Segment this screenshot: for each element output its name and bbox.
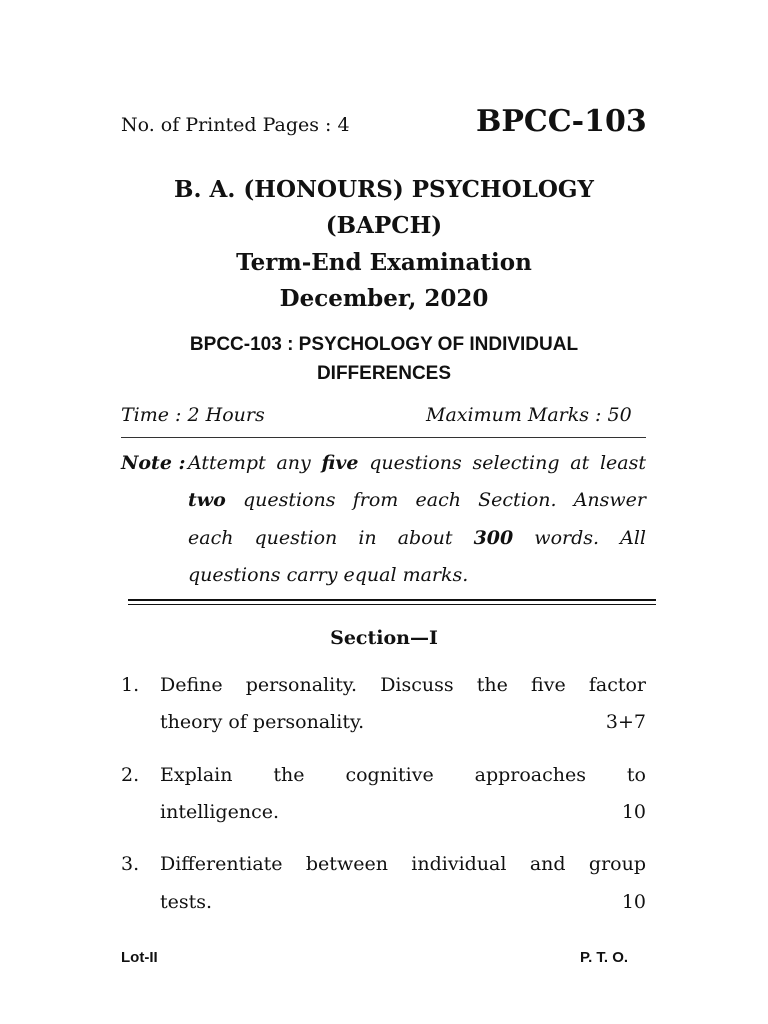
question-text-line2 (160, 711, 646, 733)
note-line-4: questions carry equal marks. (188, 564, 469, 586)
maximum-marks: Maximum Marks : 50 (426, 404, 632, 426)
question-marks: 3+7 (605, 711, 646, 733)
question-text: intelligence. (160, 801, 279, 823)
note-emphasis-300: 300 (473, 527, 514, 549)
question-text-line2 (160, 891, 646, 913)
question-number: 1. (121, 674, 140, 696)
programme-abbreviation: (BAPCH) (325, 212, 443, 239)
question-text-line2 (160, 801, 646, 823)
section-heading: Section—I (330, 627, 438, 649)
note-text: questions from each Section. Answer (225, 489, 646, 511)
note-text: questions selecting at least (358, 452, 647, 474)
question-text-line1: Explain the cognitive approaches to (160, 764, 646, 786)
lot-label: Lot-II (121, 949, 158, 966)
note-line-2 (188, 489, 646, 511)
exam-date: December, 2020 (279, 285, 489, 312)
note-line-1 (188, 452, 646, 474)
note-text: each question in about (188, 527, 474, 549)
question-text: theory of personality. (160, 711, 365, 733)
divider-line (121, 437, 646, 438)
time-allowed: Time : 2 Hours (121, 404, 265, 426)
question-text-line1: Define personality. Discuss the five factor (160, 674, 646, 696)
double-rule-bottom (128, 604, 656, 605)
course-code: BPCC-103 (476, 104, 647, 139)
subject-title (120, 330, 648, 388)
question-text-line1: Differentiate between individual and group (160, 853, 646, 875)
note-text: Attempt any (188, 452, 322, 474)
question-marks: 10 (621, 891, 646, 913)
note-line-3 (188, 527, 646, 549)
exam-title: Term-End Examination (236, 249, 532, 276)
note-label: Note : (121, 452, 186, 474)
double-rule-top (128, 599, 656, 601)
question-number: 2. (121, 764, 140, 786)
question-text: tests. (160, 891, 213, 913)
note-emphasis-five: five (321, 452, 359, 474)
programme-title: B. A. (HONOURS) PSYCHOLOGY (174, 176, 594, 203)
note-text: words. All (513, 527, 646, 549)
note-emphasis-two: two (188, 489, 226, 511)
subject-title-line2: DIFFERENCES (316, 363, 452, 384)
question-number: 3. (121, 853, 140, 875)
pto-label: P. T. O. (580, 949, 629, 966)
question-marks: 10 (621, 801, 646, 823)
subject-title-line1: BPCC-103 : PSYCHOLOGY OF INDIVIDUAL (189, 334, 579, 355)
printed-pages-count: No. of Printed Pages : 4 (121, 114, 350, 136)
